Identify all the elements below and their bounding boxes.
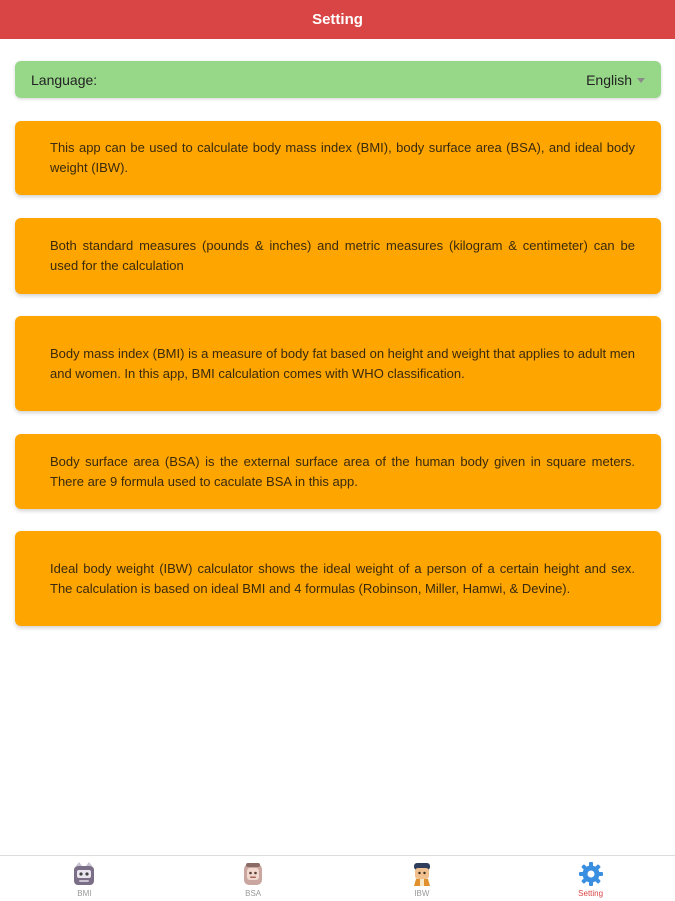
bottom-tab-bar [0,855,675,901]
info-card [15,121,661,195]
tab-ibw[interactable] [338,856,507,901]
gear-icon [577,860,605,888]
info-card [15,531,661,626]
info-card [15,434,661,509]
tab-label: BSA [245,889,262,898]
info-card-text: Both standard measures (pounds & inches) and metric measures (kilogram & centimeter) can be used for the calculation [50,238,635,273]
language-label: Language: [31,71,98,88]
language-value: English [586,71,632,88]
tab-bsa[interactable] [169,856,338,901]
tab-label: BMI [77,889,92,898]
info-card-text: Body surface area (BSA) is the external surface area of the human body given in square meters. There are 9 formula used to caculate BSA in this app. [50,453,635,489]
bsa-person-icon [239,860,267,888]
ibw-person-icon [408,860,436,888]
info-card [15,316,661,411]
language-dropdown[interactable] [586,72,645,88]
language-row [15,61,661,98]
info-card-text: Ideal body weight (IBW) calculator shows the ideal weight of a person of a certain height and sex. The calculation is based on ideal BMI and 4 formulas (Robinson, Miller, Hamwi, & Devine). [50,560,635,596]
tab-setting[interactable] [506,856,675,901]
page-title: Setting [312,11,363,28]
caret-down-icon [637,78,645,83]
bmi-robot-icon [70,860,98,888]
info-card [15,218,661,294]
tab-label: IBW [414,889,430,898]
info-card-text: Body mass index (BMI) is a measure of body fat based on height and weight that applies to adult men and women. In this app, BMI calculation comes with WHO classification. [50,345,635,381]
info-card-text: This app can be used to calculate body mass index (BMI), body surface area (BSA), and ideal body weight (IBW). [50,140,635,175]
tab-label: Setting [578,889,604,898]
tab-bmi[interactable] [0,856,169,901]
app-header [0,0,675,39]
